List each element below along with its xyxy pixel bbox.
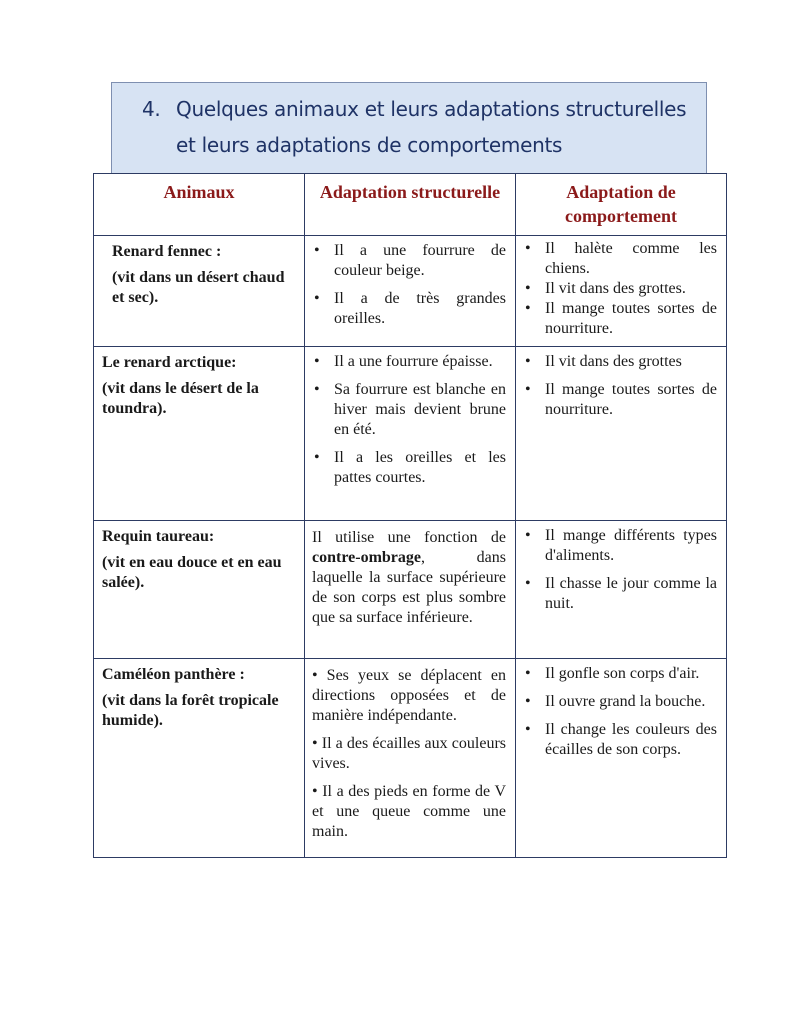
list-item: [523, 380, 717, 420]
list-item: [312, 289, 506, 329]
list-item: [523, 574, 717, 614]
animal-habitat: (vit dans la forêt tropicale humide).: [102, 692, 279, 729]
structural-cell: [305, 521, 516, 659]
item-text: Il mange toutes sortes de nourriture.: [545, 381, 717, 418]
bullet-icon: •: [314, 381, 320, 398]
list-item: [312, 380, 506, 440]
list-item: • Il a des pieds en forme de V et une queue comme une main.: [312, 783, 506, 840]
table-row: [94, 521, 727, 659]
section-title-box: [111, 82, 707, 174]
animal-cell: [94, 521, 305, 659]
list-item: • Il a des écailles aux couleurs vives.: [312, 735, 506, 772]
list-item: [523, 526, 717, 566]
item-text: Il change les couleurs des écailles de son corps.: [545, 721, 717, 758]
list-item: [523, 664, 717, 684]
bullet-icon: •: [525, 280, 531, 297]
adaptations-table: [93, 173, 727, 858]
paragraph-bold-term: contre-ombrage: [312, 549, 421, 566]
section-number: 4.: [142, 97, 161, 121]
item-text: Il chasse le jour comme la nuit.: [545, 575, 717, 612]
list-item: [523, 352, 717, 372]
behavioral-cell: [516, 347, 727, 521]
bullet-icon: •: [525, 300, 531, 317]
bullet-icon: •: [314, 290, 320, 307]
bullet-icon: •: [314, 242, 320, 259]
structural-cell: [305, 236, 516, 347]
list-item: [523, 720, 717, 760]
bullet-icon: •: [525, 721, 531, 738]
item-text: Il mange toutes sortes de nourriture.: [545, 300, 717, 337]
bullet-icon: •: [525, 693, 531, 710]
item-text: Sa fourrure est blanche en hiver mais devient brune en été.: [334, 381, 506, 438]
item-text: Il mange différents types d'aliments.: [545, 527, 717, 564]
item-text: Il ouvre grand la bouche.: [545, 693, 706, 710]
list-item: • Ses yeux se déplacent en directions opposées et de manière indépendante.: [312, 667, 506, 724]
item-text: Il vit dans des grottes: [545, 353, 682, 370]
item-text: Il halète comme les chiens.: [545, 240, 717, 277]
section-title-line-1: Quelques animaux et leurs adaptations structurelles: [176, 97, 687, 121]
animal-name: Le renard arctique:: [102, 354, 237, 371]
animal-name: Caméléon panthère :: [102, 666, 245, 683]
header-behavioral: Adaptation de comportement: [516, 174, 727, 236]
list-item: [523, 299, 717, 339]
bullet-icon: •: [525, 527, 531, 544]
animal-cell: [94, 347, 305, 521]
bullet-icon: •: [525, 665, 531, 682]
header-structural: Adaptation structurelle: [305, 174, 516, 236]
table-row: [94, 659, 727, 858]
animal-habitat: (vit en eau douce et en eau salée).: [102, 554, 282, 591]
bullet-icon: •: [525, 575, 531, 592]
animal-name: Requin taureau:: [102, 528, 215, 545]
behavioral-cell: [516, 236, 727, 347]
structural-cell: [305, 659, 516, 858]
list-item: [523, 692, 717, 712]
item-text: Il a de très grandes oreilles.: [334, 290, 506, 327]
paragraph-text-start: Il utilise une fonction de: [312, 529, 506, 546]
animal-habitat: (vit dans le désert de la toundra).: [102, 380, 259, 417]
header-animals: Animaux: [94, 174, 305, 236]
table-row: [94, 347, 727, 521]
bullet-icon: •: [314, 449, 320, 466]
item-text: Il a les oreilles et les pattes courtes.: [334, 449, 506, 486]
list-item: [312, 352, 506, 372]
structural-cell: [305, 347, 516, 521]
item-text: Il a une fourrure épaisse.: [334, 353, 493, 370]
list-item: [523, 279, 717, 299]
behavioral-cell: [516, 521, 727, 659]
section-title-line-2: et leurs adaptations de comportements: [176, 133, 563, 157]
table-row: [94, 236, 727, 347]
structural-paragraph: [306, 522, 514, 634]
bullet-icon: •: [525, 381, 531, 398]
list-item: [312, 448, 506, 488]
item-text: Il vit dans des grottes.: [545, 280, 686, 297]
item-text: Il gonfle son corps d'air.: [545, 665, 700, 682]
bullet-icon: •: [525, 353, 531, 370]
header-row: [94, 174, 727, 236]
list-item: [523, 239, 717, 279]
bullet-icon: •: [525, 240, 531, 257]
bullet-icon: •: [314, 353, 320, 370]
animal-cell: [94, 236, 305, 347]
animal-habitat: (vit dans un désert chaud et sec).: [112, 269, 285, 306]
animal-cell: [94, 659, 305, 858]
animal-name: Renard fennec :: [112, 243, 222, 260]
item-text: Il a une fourrure de couleur beige.: [334, 242, 506, 279]
paragraph-text-end: , dans laquelle la surface supérieure de son corps est plus sombre que sa surface inférieure.: [312, 549, 506, 626]
list-item: [312, 241, 506, 281]
behavioral-cell: [516, 659, 727, 858]
